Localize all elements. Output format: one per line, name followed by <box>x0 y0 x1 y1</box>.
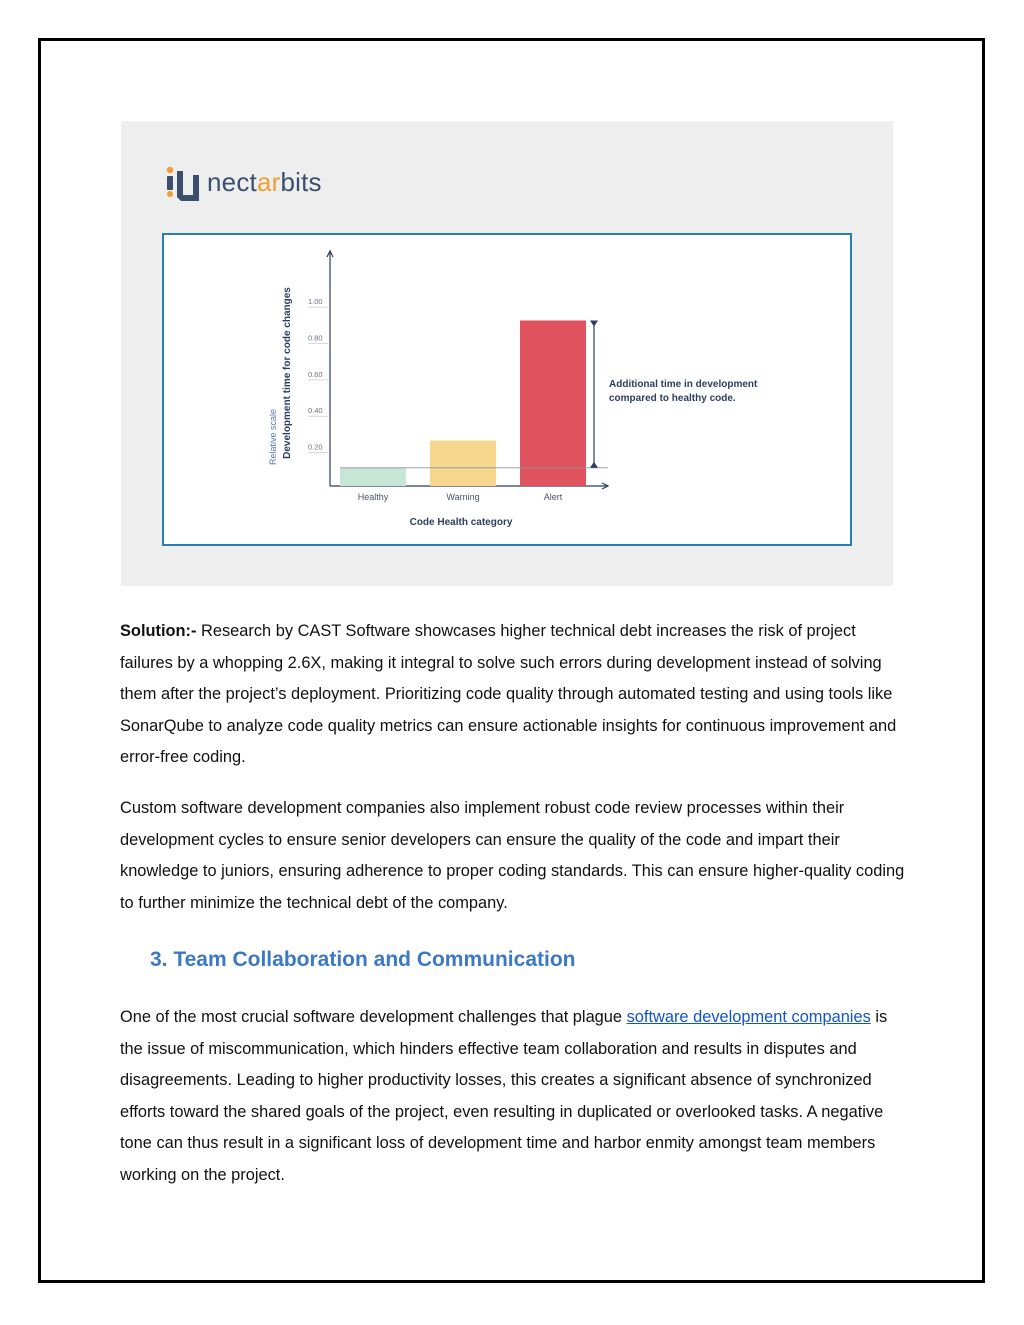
bracket-arrow-top <box>590 320 598 326</box>
annotation-line-1: Additional time in development <box>609 379 758 390</box>
x-tick-label: Healthy <box>357 492 389 502</box>
bar-warning <box>430 441 496 486</box>
x-tick-label: Alert <box>543 492 563 502</box>
y-tick-label: 1.00 <box>308 297 323 307</box>
x-axis-title: Code Health category <box>409 517 513 528</box>
bar-healthy <box>340 468 406 486</box>
software-development-companies-link[interactable]: software development companies <box>626 1008 871 1026</box>
y-axis-title: Development time for code changes <box>282 287 293 459</box>
bracket-arrow-bottom <box>590 462 598 468</box>
solution-paragraph <box>120 616 910 774</box>
logo-wordmark <box>207 169 322 195</box>
logo-text-part2: ar <box>256 167 281 197</box>
solution-label: Solution:- <box>120 622 197 640</box>
y-tick-label: 0.80 <box>308 333 323 343</box>
logo-text-part3: bits <box>280 167 322 197</box>
y-tick-label: 0.40 <box>308 406 323 416</box>
section-heading: 3. Team Collaboration and Communication <box>150 948 576 971</box>
nectarbits-logo-icon <box>163 163 203 203</box>
bar-alert <box>520 320 586 486</box>
paragraph-code-review: Custom software development companies also implement robust code review processes within their development cycles to ensure senior developers can ensure the quality of the code and impart their knowledge to juniors, ensuring adherence to proper coding standards. This can ensure higher-quality coding to further minimize the technical debt of the company. <box>120 799 905 912</box>
paragraph-miscommunication <box>120 1002 910 1192</box>
chart-figure <box>121 121 893 586</box>
annotation-line-2: compared to healthy code. <box>609 393 736 404</box>
y-tick-label: 0.60 <box>308 369 323 379</box>
y-tick-label: 0.20 <box>308 442 323 452</box>
nectarbits-logo <box>163 161 322 205</box>
bar-chart-container <box>162 233 852 546</box>
solution-text: Research by CAST Software showcases higher technical debt increases the risk of project failures by a whopping 2.6X, making it integral to solve such errors during development instead of solving them after the project’s deployment. Prioritizing code quality through automated testing and using tools like SonarQube to analyze code quality metrics can ensure actionable insights for continuous improvement and error-free coding. <box>120 622 897 767</box>
paragraph3-rest: is the issue of miscommunication, which hinders effective team collaboration and results in disputes and disagreements. Leading to higher productivity losses, this creates a significant absence of synchronized efforts toward the shared goals of the project, even resulting in duplicated or overlooked tasks. A negative tone can thus result in a significant loss of development time and harbor enmity amongst team members working on the project. <box>120 1008 888 1184</box>
bar-chart <box>164 235 854 548</box>
y-axis-subtitle: Relative scale <box>268 408 278 466</box>
paragraph3-intro: One of the most crucial software development challenges that plague <box>120 1008 627 1026</box>
x-tick-label: Warning <box>446 492 480 502</box>
logo-text-part1: nect <box>207 167 257 197</box>
